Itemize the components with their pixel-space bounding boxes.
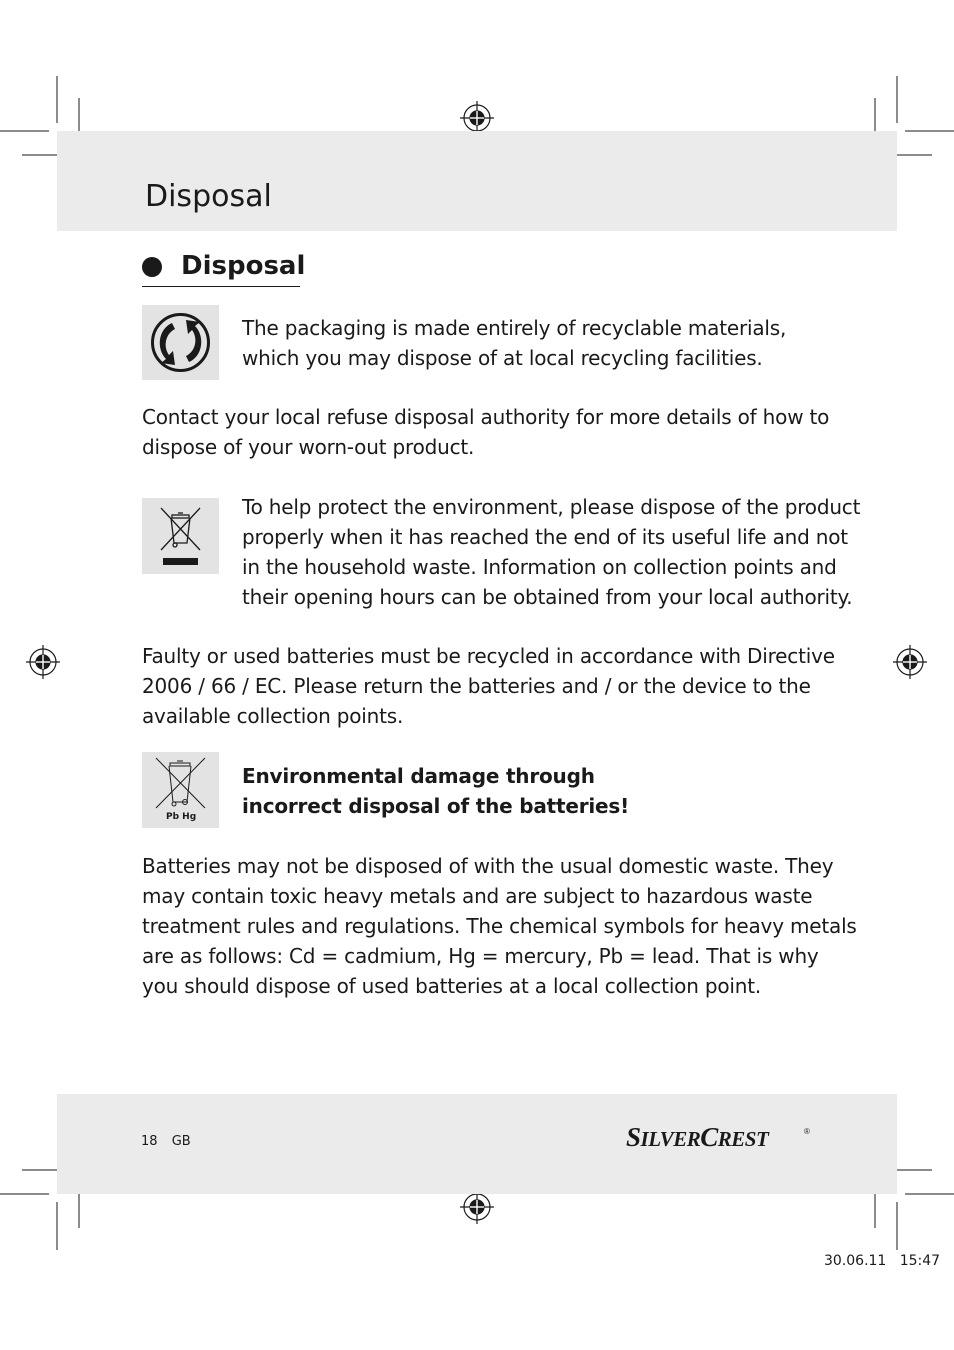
green-dot-recycling-icon bbox=[142, 305, 219, 380]
svg-text:SILVERCREST: SILVERCREST bbox=[626, 1122, 769, 1152]
weee-line: their opening hours can be obtained from your local authority. bbox=[242, 585, 853, 609]
weee-line: in the household waste. Information on collection points and bbox=[242, 555, 837, 579]
warning-line: Environmental damage through bbox=[242, 764, 595, 788]
page-title: Disposal bbox=[145, 179, 272, 214]
batteries-info-line: Batteries may not be disposed of with the usual domestic waste. They bbox=[142, 854, 834, 878]
page-number: 18 bbox=[141, 1134, 158, 1149]
print-timestamp bbox=[824, 1253, 940, 1269]
print-time: 15:47 bbox=[899, 1253, 941, 1269]
crossed-out-battery-bin-icon bbox=[142, 752, 219, 828]
section-heading bbox=[142, 248, 306, 287]
bullet-dot-icon bbox=[142, 257, 162, 277]
warning-line: incorrect disposal of the batteries! bbox=[242, 794, 630, 818]
batteries-info-line: may contain toxic heavy metals and are subject to hazardous waste bbox=[142, 884, 813, 908]
silvercrest-logo bbox=[626, 1120, 814, 1158]
contact-line: dispose of your worn-out product. bbox=[142, 435, 475, 459]
print-date: 30.06.11 bbox=[824, 1253, 887, 1269]
registration-mark-top bbox=[460, 101, 494, 135]
registration-mark-bottom bbox=[460, 1190, 494, 1224]
warning-heading bbox=[242, 761, 629, 821]
contact-line: Contact your local refuse disposal authority for more details of how to bbox=[142, 405, 830, 429]
batteries-directive-paragraph bbox=[142, 641, 835, 731]
section-heading-label: Disposal bbox=[181, 251, 306, 281]
contact-paragraph bbox=[142, 402, 829, 462]
packaging-line: The packaging is made entirely of recyclable materials, bbox=[242, 316, 787, 340]
weee-paragraph bbox=[242, 492, 860, 612]
packaging-line: which you may dispose of at local recycling facilities. bbox=[242, 346, 763, 370]
registration-mark-left bbox=[26, 645, 60, 679]
batteries-directive-line: Faulty or used batteries must be recycled in accordance with Directive bbox=[142, 644, 835, 668]
weee-line: properly when it has reached the end of its useful life and not bbox=[242, 525, 848, 549]
registration-mark-right bbox=[893, 645, 927, 679]
batteries-info-line: treatment rules and regulations. The chemical symbols for heavy metals bbox=[142, 914, 857, 938]
language-code: GB bbox=[171, 1134, 191, 1149]
battery-bin-label: Pb Hg bbox=[166, 812, 197, 822]
batteries-info-line: you should dispose of used batteries at a local collection point. bbox=[142, 974, 762, 998]
svg-text:®: ® bbox=[804, 1127, 810, 1136]
weee-line: To help protect the environment, please dispose of the product bbox=[242, 495, 861, 519]
batteries-info-line: are as follows: Cd = cadmium, Hg = mercury, Pb = lead. That is why bbox=[142, 944, 819, 968]
page-footer bbox=[141, 1134, 201, 1149]
batteries-directive-line: 2006 / 66 / EC. Please return the batteries and / or the device to the bbox=[142, 674, 811, 698]
batteries-directive-line: available collection points. bbox=[142, 704, 404, 728]
batteries-info-paragraph bbox=[142, 851, 857, 1001]
packaging-paragraph bbox=[242, 313, 786, 373]
crossed-out-wheelie-bin-icon bbox=[142, 498, 219, 574]
